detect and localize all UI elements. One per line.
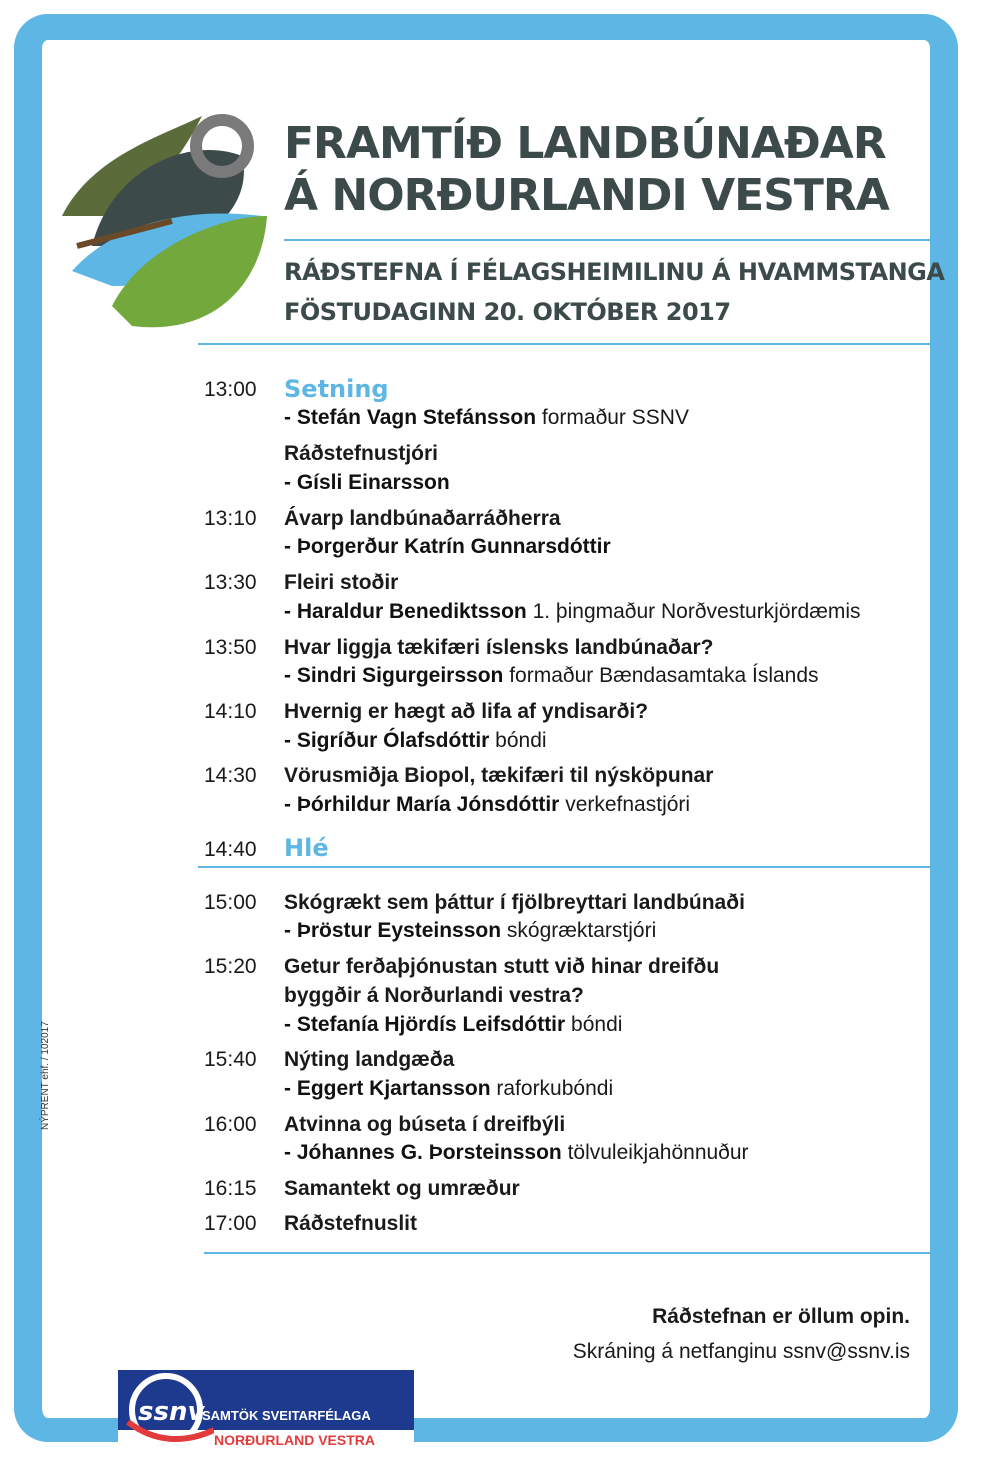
speaker bbox=[284, 1077, 613, 1101]
ssnv-monogram: ssnv bbox=[138, 1397, 205, 1427]
session-title: Vörusmiðja Biopol, tækifæri til nýsköpunar bbox=[284, 764, 714, 787]
divider bbox=[198, 866, 932, 868]
time-slot: 15:40 bbox=[204, 1048, 257, 1071]
printer-credit: NÝPRENT ehf. / 102017 bbox=[40, 1021, 51, 1130]
time-slot: 13:50 bbox=[204, 636, 257, 659]
speaker-name: - Eggert Kjartansson bbox=[284, 1077, 491, 1100]
time-slot: 13:10 bbox=[204, 507, 257, 530]
speaker bbox=[284, 729, 547, 753]
time-slot: 13:00 bbox=[204, 378, 257, 401]
speaker bbox=[284, 664, 819, 688]
speaker bbox=[284, 1141, 749, 1165]
open-notice: Ráðstefnan er öllum opin. bbox=[652, 1305, 910, 1328]
speaker-role: 1. þingmaður Norðvesturkjördæmis bbox=[526, 600, 861, 623]
title-line-1: FRAMTÍÐ LANDBÚNAÐAR bbox=[284, 118, 886, 169]
session-title: Getur ferðaþjónustan stutt við hinar dreifðu bbox=[284, 955, 720, 978]
speaker bbox=[284, 535, 611, 559]
subtitle-line-2: FÖSTUDAGINN 20. OKTÓBER 2017 bbox=[284, 298, 731, 326]
time-slot: 14:40 bbox=[204, 838, 257, 861]
session-title: Atvinna og búseta í dreifbýli bbox=[284, 1113, 566, 1136]
session-title: Setning bbox=[284, 375, 389, 403]
time-slot: 13:30 bbox=[204, 571, 257, 594]
speaker bbox=[284, 793, 690, 817]
time-slot: 14:10 bbox=[204, 700, 257, 723]
agriculture-logo bbox=[52, 96, 272, 336]
registration-notice: Skráning á netfanginu ssnv@ssnv.is bbox=[572, 1340, 910, 1363]
speaker-name: - Sigríður Ólafsdóttir bbox=[284, 729, 490, 752]
speaker bbox=[284, 919, 656, 943]
divider bbox=[204, 1252, 939, 1254]
ssnv-emblem-icon bbox=[124, 1370, 214, 1452]
speaker-role: verkefnastjóri bbox=[559, 793, 691, 816]
ssnv-logo bbox=[118, 1370, 414, 1452]
divider bbox=[198, 343, 932, 345]
speaker-role: formaður SSNV bbox=[536, 406, 689, 429]
session-title: Fleiri stoðir bbox=[284, 571, 399, 594]
divider bbox=[284, 239, 932, 241]
session-title: Hlé bbox=[284, 834, 329, 862]
session-title: Ávarp landbúnaðarráðherra bbox=[284, 507, 561, 530]
speaker-role: tölvuleikjahönnuður bbox=[561, 1141, 749, 1164]
ssnv-name: SAMTÖK SVEITARFÉLAGA bbox=[202, 1408, 371, 1423]
speaker-role: formaður Bændasamtaka Íslands bbox=[503, 664, 819, 687]
session-title: Hvernig er hægt að lifa af yndisarði? bbox=[284, 700, 649, 723]
session-title: Hvar liggja tækifæri íslensks landbúnaðar? bbox=[284, 636, 714, 659]
speaker-name: - Jóhannes G. Þorsteinsson bbox=[284, 1141, 562, 1164]
session-title-continued: byggðir á Norðurlandi vestra? bbox=[284, 984, 584, 1007]
time-slot: 16:15 bbox=[204, 1177, 257, 1200]
time-slot: 15:20 bbox=[204, 955, 257, 978]
speaker-name: - Þórhildur María Jónsdóttir bbox=[284, 793, 560, 816]
time-slot: 16:00 bbox=[204, 1113, 257, 1136]
speaker-role: bóndi bbox=[489, 729, 547, 752]
time-slot: 14:30 bbox=[204, 764, 257, 787]
speaker-name: - Þorgerður Katrín Gunnarsdóttir bbox=[284, 535, 611, 558]
speaker bbox=[284, 1013, 622, 1037]
subtitle-line-1: RÁÐSTEFNA Í FÉLAGSHEIMILINU Á HVAMMSTANGA bbox=[284, 258, 945, 286]
session-title: Nýting landgæða bbox=[284, 1048, 455, 1071]
speaker bbox=[284, 471, 450, 495]
time-slot: 17:00 bbox=[204, 1212, 257, 1235]
speaker-role: bóndi bbox=[565, 1013, 623, 1036]
speaker-name: - Haraldur Benediktsson bbox=[284, 600, 527, 623]
speaker-name: - Stefán Vagn Stefánsson bbox=[284, 406, 537, 429]
ssnv-region: NORÐURLAND VESTRA bbox=[214, 1432, 375, 1448]
speaker-role: raforkubóndi bbox=[490, 1077, 614, 1100]
speaker-name: - Þröstur Eysteinsson bbox=[284, 919, 502, 942]
title-line-2: Á NORÐURLANDI VESTRA bbox=[284, 170, 889, 221]
speaker bbox=[284, 406, 689, 430]
speaker bbox=[284, 600, 861, 624]
page-title bbox=[284, 118, 889, 222]
session-title: Ráðstefnustjóri bbox=[284, 442, 439, 465]
session-title: Samantekt og umræður bbox=[284, 1177, 520, 1200]
session-title: Ráðstefnuslit bbox=[284, 1212, 418, 1235]
time-slot: 15:00 bbox=[204, 891, 257, 914]
speaker-name: - Gísli Einarsson bbox=[284, 471, 450, 494]
speaker-role: skógræktarstjóri bbox=[501, 919, 657, 942]
session-title: Skógrækt sem þáttur í fjölbreyttari landbúnaði bbox=[284, 891, 745, 914]
speaker-name: - Stefanía Hjördís Leifsdóttir bbox=[284, 1013, 566, 1036]
speaker-name: - Sindri Sigurgeirsson bbox=[284, 664, 504, 687]
